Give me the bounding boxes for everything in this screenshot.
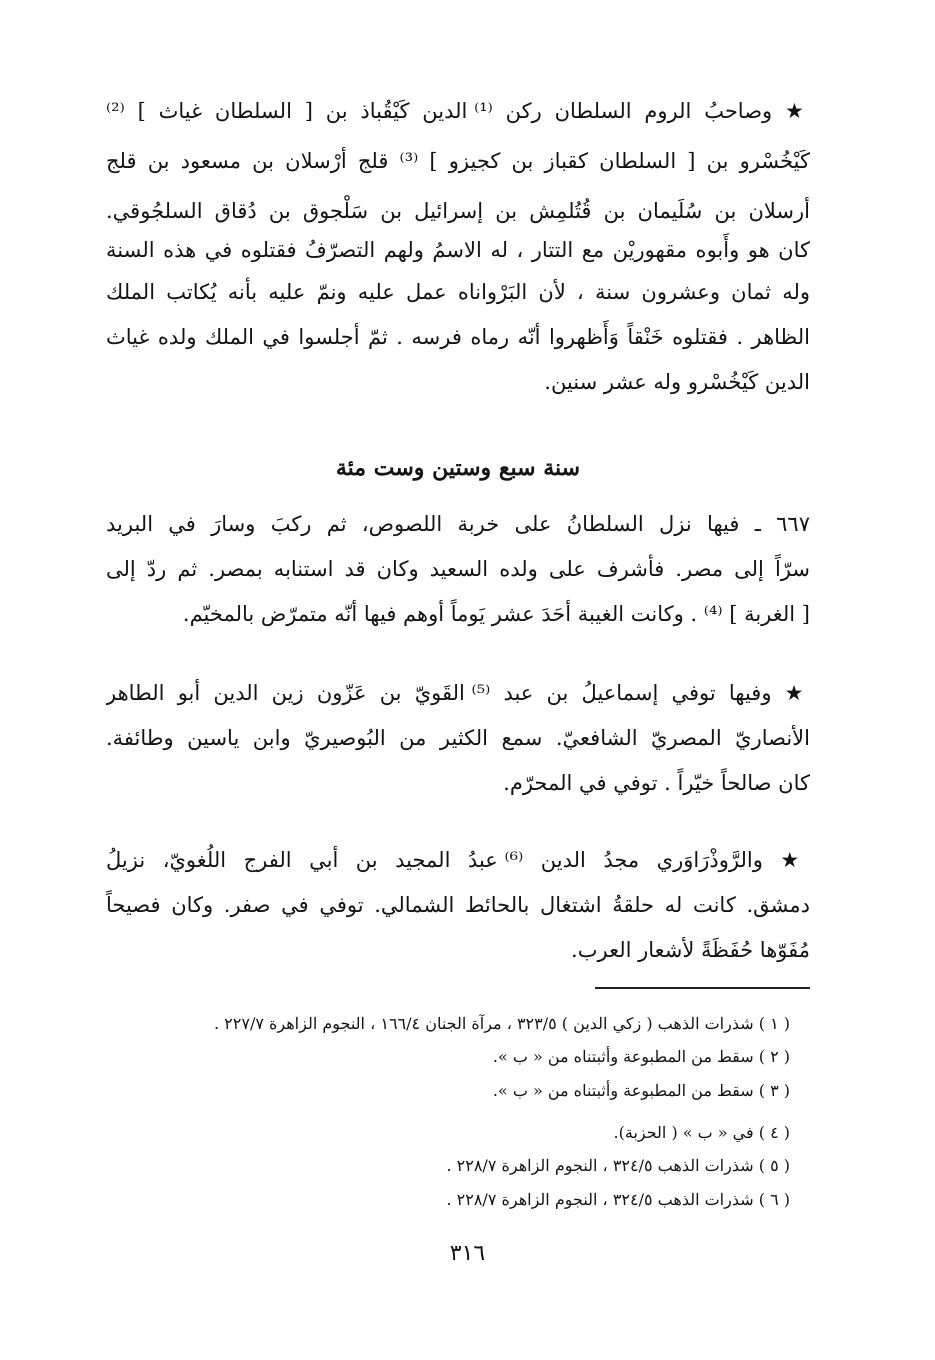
footnote: ( ١ ) شذرات الذهب ( زكي الدين ) ٣٢٣/٥ ، مرآة الجنان ١٦٦/٤ ، النجوم الزاهرة ٢٢٧/٧ . xyxy=(214,1014,790,1033)
body-line: كان صالحاً خيّراً . توفي في المحرّم. xyxy=(503,771,810,795)
footnote: ( ٣ ) سقط من المطبوعة وأثبتناه من « ب ». xyxy=(492,1081,790,1100)
body-line: الظاهر . فقتلوه خَنْقاً وَأَظهروا أنّه رماه فرسه . ثمّ أجلسوا في الملك ولده غياث xyxy=(106,325,810,349)
page-number: ٣١٦ xyxy=(449,1241,486,1266)
body-line: ★ والرَّوذْرَاوَري مجدُ الدين ⁽⁶⁾ عبدُ المجيد بن أبي الفرج اللُغويّ، نزيلُ xyxy=(106,848,810,872)
body-line: [ الغربة ] ⁽⁴⁾ . وكانت الغيبة أحَدَ عشر يَوماً أوهم فيها أنّه متمرّض بالمخيّم. xyxy=(182,602,810,626)
year-heading: سنة سبع وستين وست مئة xyxy=(335,455,581,481)
body-line: مُفَوّها حُفَظَةً لأشعار العرب. xyxy=(571,938,810,962)
body-line: أرسلان بن سُلَيمان بن قُتُلمِش بن إسرائيل بن سَلْجوق بن دُقاق السلجُوقي. xyxy=(106,199,810,223)
footnote: ( ٢ ) سقط من المطبوعة وأثبتناه من « ب ». xyxy=(492,1047,790,1066)
footnote: ( ٥ ) شذرات الذهب ٣٢٤/٥ ، النجوم الزاهرة ٢٢٨/٧ . xyxy=(446,1156,790,1175)
body-line: الأنصاريّ المصريّ الشافعيّ. سمع الكثير من البُوصيريّ وابن ياسين وطائفة. xyxy=(106,726,810,750)
footnote: ( ٤ ) في « ب » ( الحزبة). xyxy=(613,1123,790,1142)
body-line: ★ وفيها توفي إسماعيلُ بن عبد ⁽⁵⁾ القَويّ بن عَزّون زين الدين أبو الطاهر xyxy=(106,681,810,705)
body-line: دمشق. كانت له حلقةُ اشتغال بالحائط الشمالي. توفي في صفر. وكان فصيحاً xyxy=(106,893,810,917)
body-line: كان هو وأَبوه مقهوريْن مع التتار ، له الاسمُ ولهم التصرّفُ فقتلوه في هذه السنة xyxy=(106,238,810,262)
footnote-rule xyxy=(595,987,810,989)
body-line: الدين كَيْخُسْرو وله عشر سنين. xyxy=(544,370,810,394)
body-line: ★ وصاحبُ الروم السلطان ركن ⁽¹⁾ الدين كَيْقُباذ بن [ السلطان غياث ] ⁽²⁾ xyxy=(106,99,810,123)
body-line: ٦٦٧ ـ فيها نزل السلطانُ على خربة اللصوص، ثم ركبَ وسارَ في البريد xyxy=(106,512,810,536)
body-line: كَيْخُسْرو بن [ السلطان كقباز بن كجيزو ] ⁽³⁾ قلج أرْسلان بن مسعود بن قلج xyxy=(106,149,810,173)
body-line: سرّاً إلى مصر. فأشرف على ولده السعيد وكان قد استنابه بمصر. ثم ردّ إلى xyxy=(106,557,810,581)
footnote: ( ٦ ) شذرات الذهب ٣٢٤/٥ ، النجوم الزاهرة ٢٢٨/٧ . xyxy=(446,1190,790,1209)
body-line: وله ثمان وعشرون سنة ، لأن البَرْواناه عمل عليه ونمّ عليه بأنه يُكاتب الملك xyxy=(106,280,810,304)
